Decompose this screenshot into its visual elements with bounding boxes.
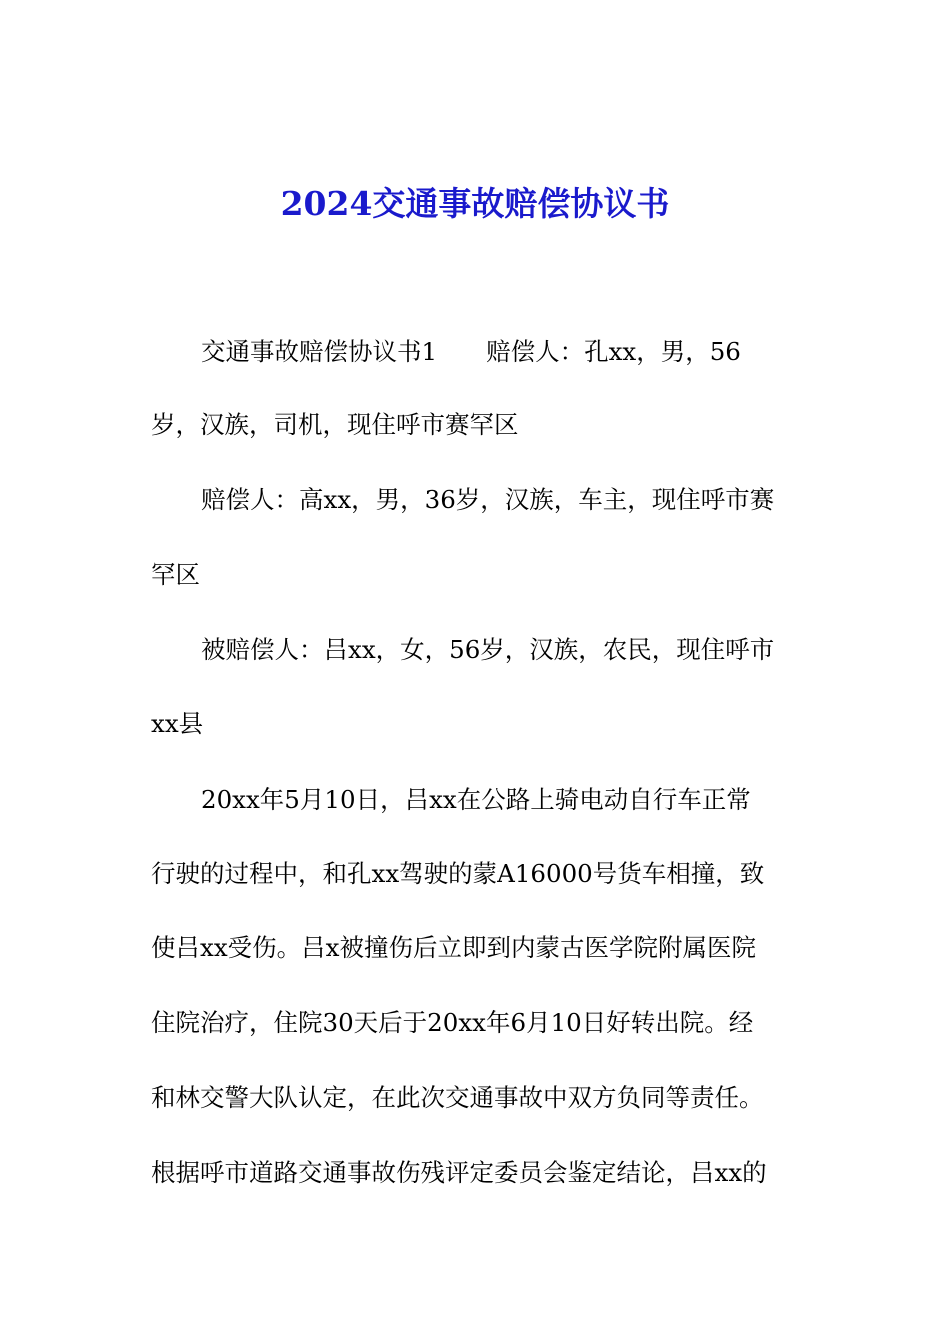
text-line: xx县 xyxy=(151,709,204,738)
text-line: 20xx年5月10日，吕xx在公路上骑电动自行车正常 xyxy=(201,785,751,814)
text-line: 罕区 xyxy=(151,560,200,589)
text-line: 岁，汉族，司机，现住呼市赛罕区 xyxy=(151,410,519,439)
text-line: 行驶的过程中，和孔xx驾驶的蒙A16000号货车相撞，致 xyxy=(151,859,765,888)
text-line: 赔偿人：高xx，男，36岁，汉族，车主，现住呼市赛 xyxy=(201,485,775,514)
text-line: 住院治疗，住院30天后于20xx年6月10日好转出院。经 xyxy=(151,1008,754,1037)
document-title: 2024交通事故赔偿协议书 xyxy=(280,184,670,223)
text-line: 使吕xx受伤。吕x被撞伤后立即到内蒙古医学院附属医院 xyxy=(151,933,756,962)
text-line: 和林交警大队认定，在此次交通事故中双方负同等责任。 xyxy=(151,1083,764,1112)
text-line: 根据呼市道路交通事故伤残评定委员会鉴定结论，吕xx的 xyxy=(151,1158,767,1187)
text-line: 被赔偿人：吕xx，女，56岁，汉族，农民，现住呼市 xyxy=(201,635,775,664)
text-line: 交通事故赔偿协议书1 赔偿人：孔xx，男，56 xyxy=(201,337,741,366)
